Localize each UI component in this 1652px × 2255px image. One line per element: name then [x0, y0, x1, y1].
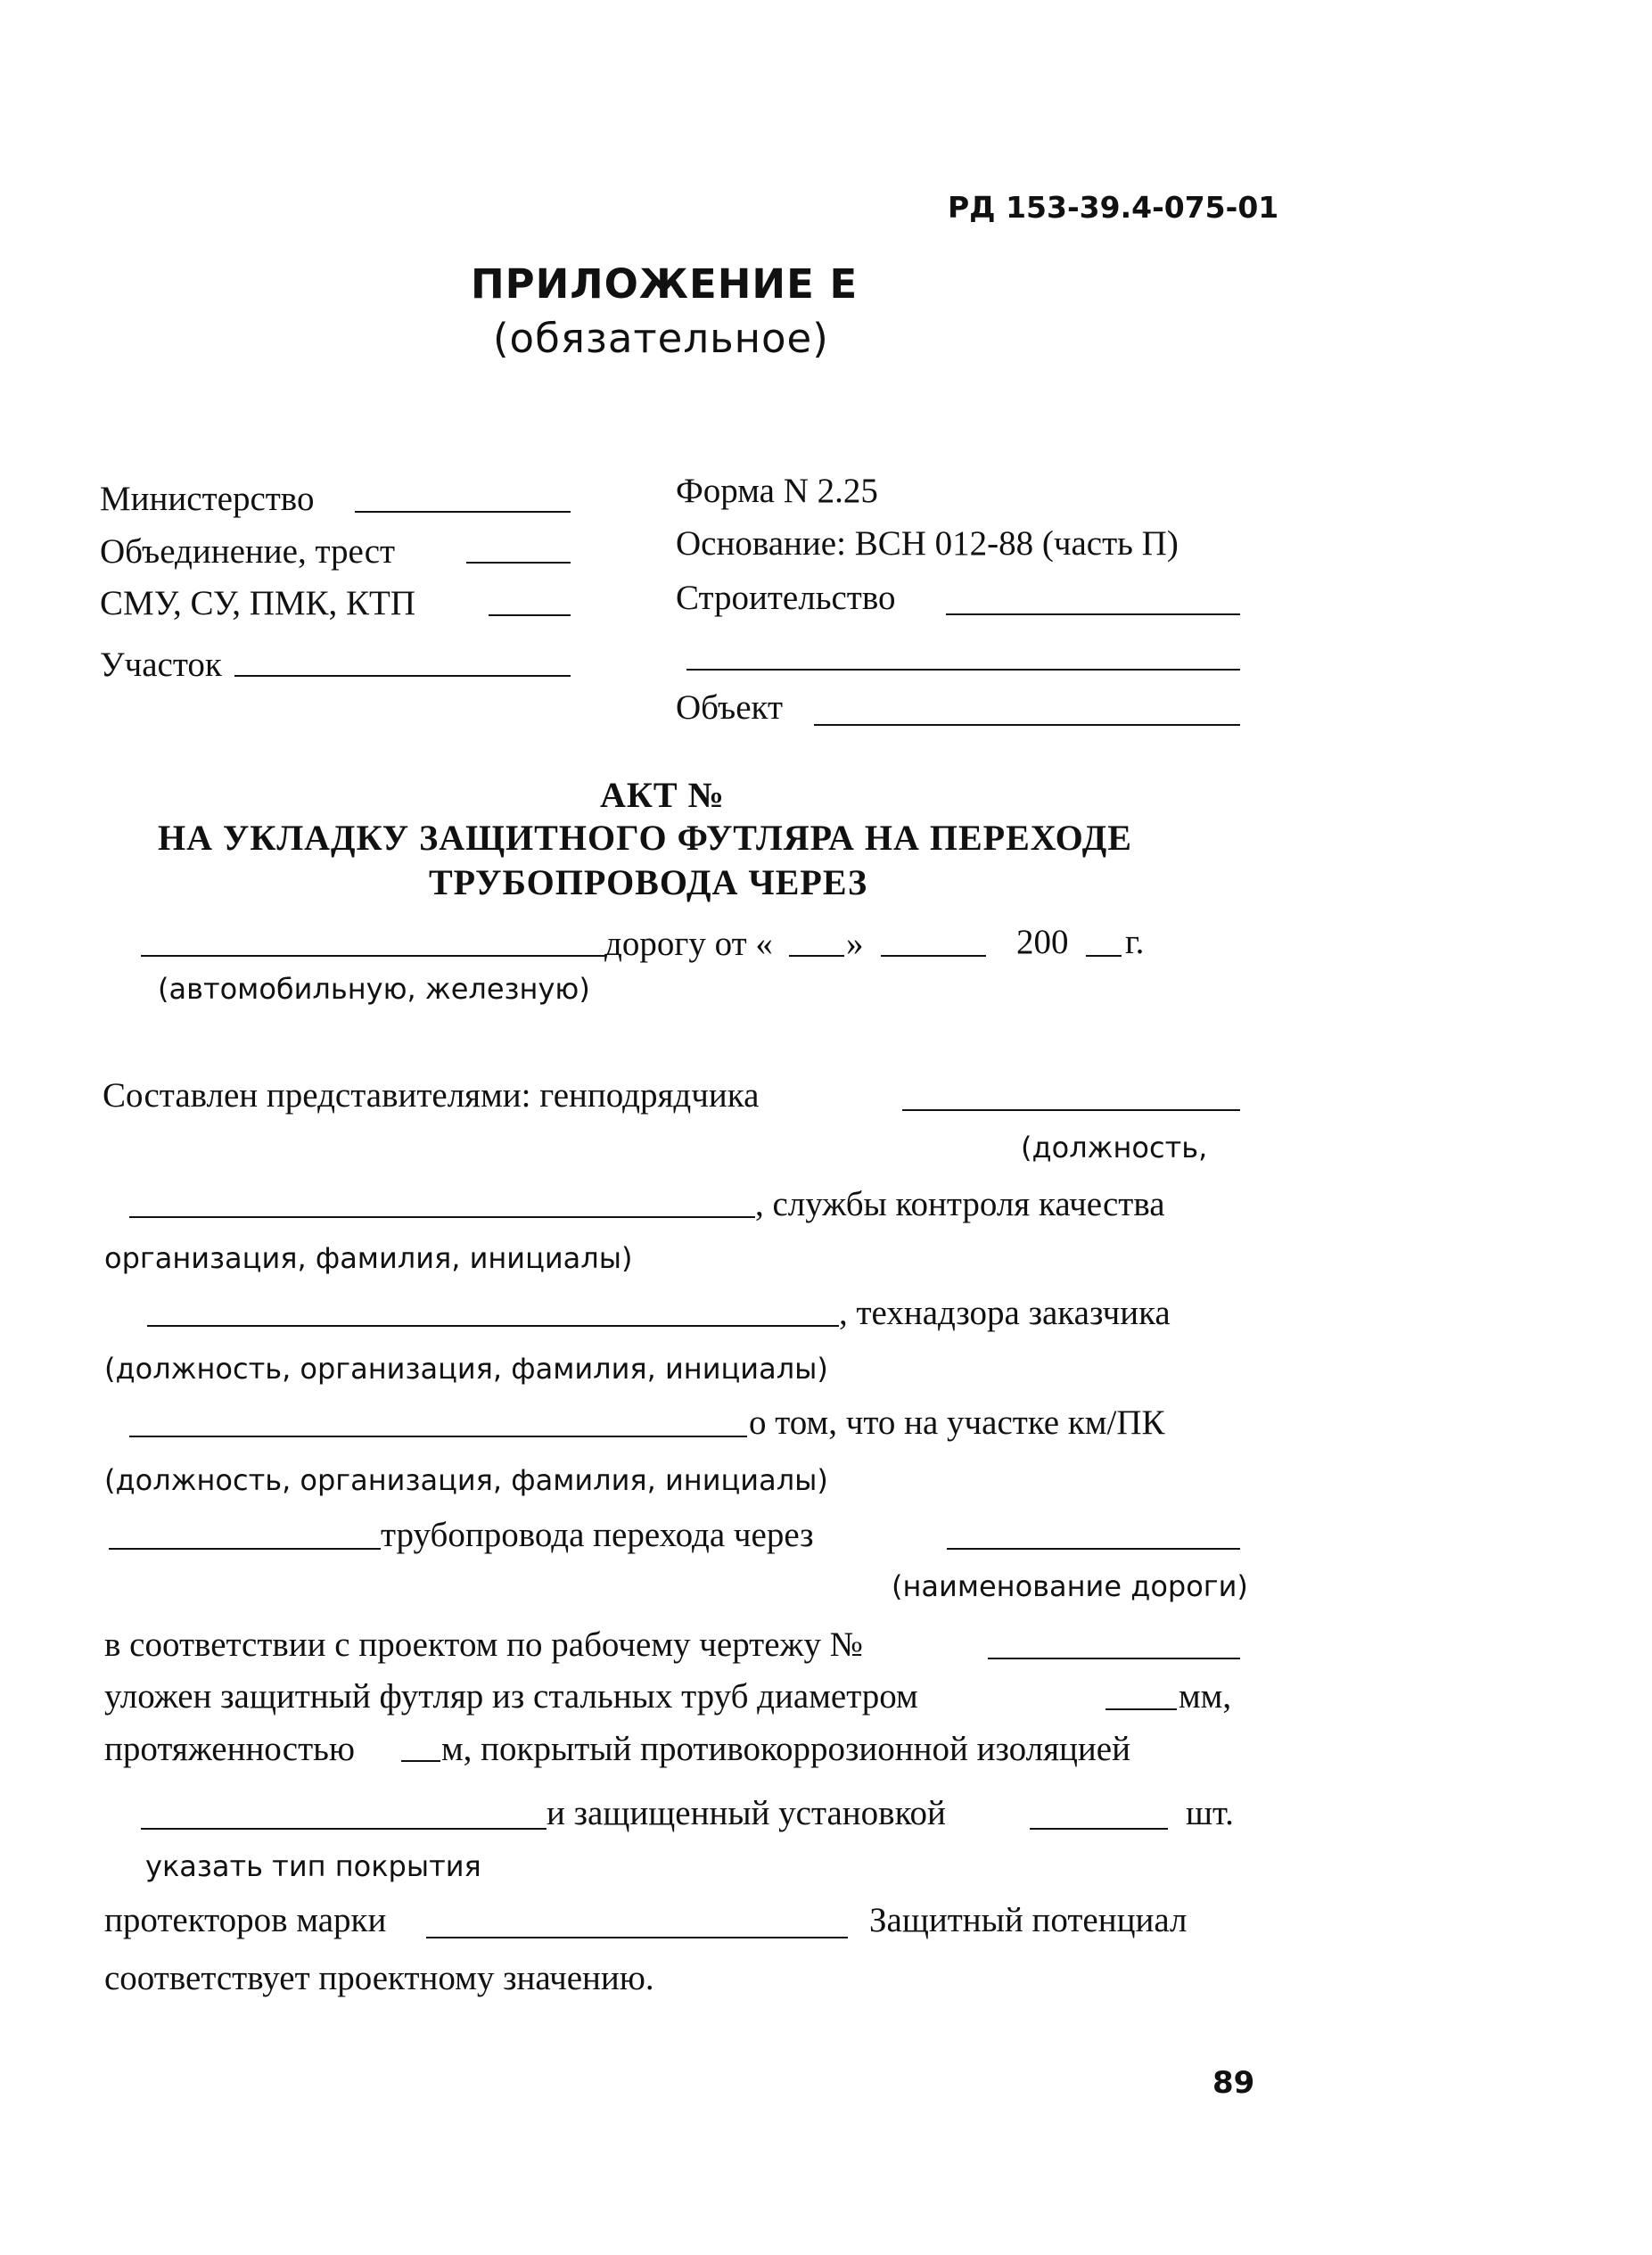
protector-count-field — [1030, 1828, 1168, 1830]
coating-type-caption: указать тип покрытия — [145, 1849, 481, 1883]
year-prefix: 200 — [1016, 923, 1069, 961]
potential-label: Защитный потенциал — [869, 1901, 1188, 1939]
ministry-field — [355, 511, 571, 513]
pipeline-crossing-label: трубопровода перехода через — [381, 1516, 814, 1554]
road-type-field — [141, 955, 604, 957]
association-label: Объединение, трест — [100, 532, 396, 571]
position-caption: (должность, — [1021, 1131, 1208, 1165]
document-code: РД 153-39.4-075-01 — [948, 190, 1279, 225]
construction-field — [946, 613, 1240, 615]
diameter-field — [1105, 1708, 1177, 1710]
smu-field — [489, 614, 571, 616]
object-label: Объект — [676, 688, 783, 727]
general-contractor-field — [902, 1109, 1240, 1111]
day-field — [789, 955, 844, 957]
general-contractor-field-continued — [129, 1216, 755, 1218]
year-suffix: г. — [1125, 923, 1145, 961]
construction-label: Строительство — [676, 579, 896, 617]
full-details-caption-1: (должность, организация, фамилия, инициалы) — [104, 1352, 828, 1386]
coating-type-field — [141, 1828, 547, 1830]
full-details-caption-2: (должность, организация, фамилия, инициалы) — [104, 1463, 828, 1497]
length-suffix: м, покрытый противокоррозионной изоляцией — [441, 1730, 1130, 1768]
act-number: АКТ № — [600, 775, 725, 815]
appendix-subtitle: (обязательное) — [493, 315, 829, 362]
length-field — [401, 1760, 440, 1762]
basis: Основание: ВСН 012-88 (часть П) — [676, 524, 1179, 563]
page-number: 89 — [1212, 2065, 1255, 2101]
ministry-label: Министерство — [100, 480, 315, 518]
construction-field-continued — [686, 669, 1240, 671]
smu-label: СМУ, СУ, ПМК, КТП — [100, 584, 416, 622]
act-title-line-1: НА УКЛАДКУ ЗАЩИТНОГО ФУТЛЯРА НА ПЕРЕХОДЕ — [158, 818, 1132, 858]
section-field — [234, 675, 571, 677]
road-type-caption: (автомобильную, железную) — [158, 972, 590, 1006]
protectors-label: протекторов марки — [104, 1901, 387, 1939]
mm-unit: мм, — [1179, 1677, 1232, 1716]
tech-supervision-field — [129, 1436, 747, 1437]
compiled-by-label: Составлен представителями: генподрядчика — [103, 1076, 760, 1115]
form-number: Форма N 2.25 — [676, 472, 878, 510]
conforms-label: соответствует проектному значению. — [104, 1959, 654, 1997]
laid-case-label: уложен защитный футляр из стальных труб диаметром — [104, 1677, 918, 1716]
act-title-line-2: ТРУБОПРОВОДА ЧЕРЕЗ — [429, 862, 868, 902]
protected-label: и защищенный установкой — [547, 1794, 946, 1832]
road-prefix: дорогу от « — [604, 925, 773, 963]
quality-service-field — [147, 1325, 839, 1327]
year-field — [1086, 955, 1122, 957]
km-pk-field — [109, 1548, 381, 1550]
protector-brand-field — [426, 1937, 848, 1938]
object-field — [814, 724, 1240, 726]
org-name-caption: организация, фамилия, инициалы) — [104, 1241, 633, 1275]
month-field — [881, 955, 986, 957]
road-name-caption: (наименование дороги) — [892, 1569, 1248, 1603]
tech-supervision-label: , технадзора заказчика — [839, 1294, 1171, 1332]
on-section-label: о том, что на участке км/ПК — [749, 1403, 1165, 1442]
association-field — [466, 562, 571, 564]
section-label: Участок — [100, 646, 222, 684]
quality-service-label: , службы контроля качества — [755, 1185, 1165, 1223]
day-quote-close: » — [846, 925, 864, 963]
length-label: протяженностью — [104, 1730, 356, 1768]
per-project-label: в соответствии с проектом по рабочему чертежу № — [104, 1625, 863, 1664]
drawing-number-field — [988, 1658, 1240, 1659]
pcs-unit: шт. — [1186, 1794, 1234, 1832]
road-name-field — [947, 1548, 1240, 1550]
appendix-title: ПРИЛОЖЕНИЕ Е — [471, 260, 859, 308]
